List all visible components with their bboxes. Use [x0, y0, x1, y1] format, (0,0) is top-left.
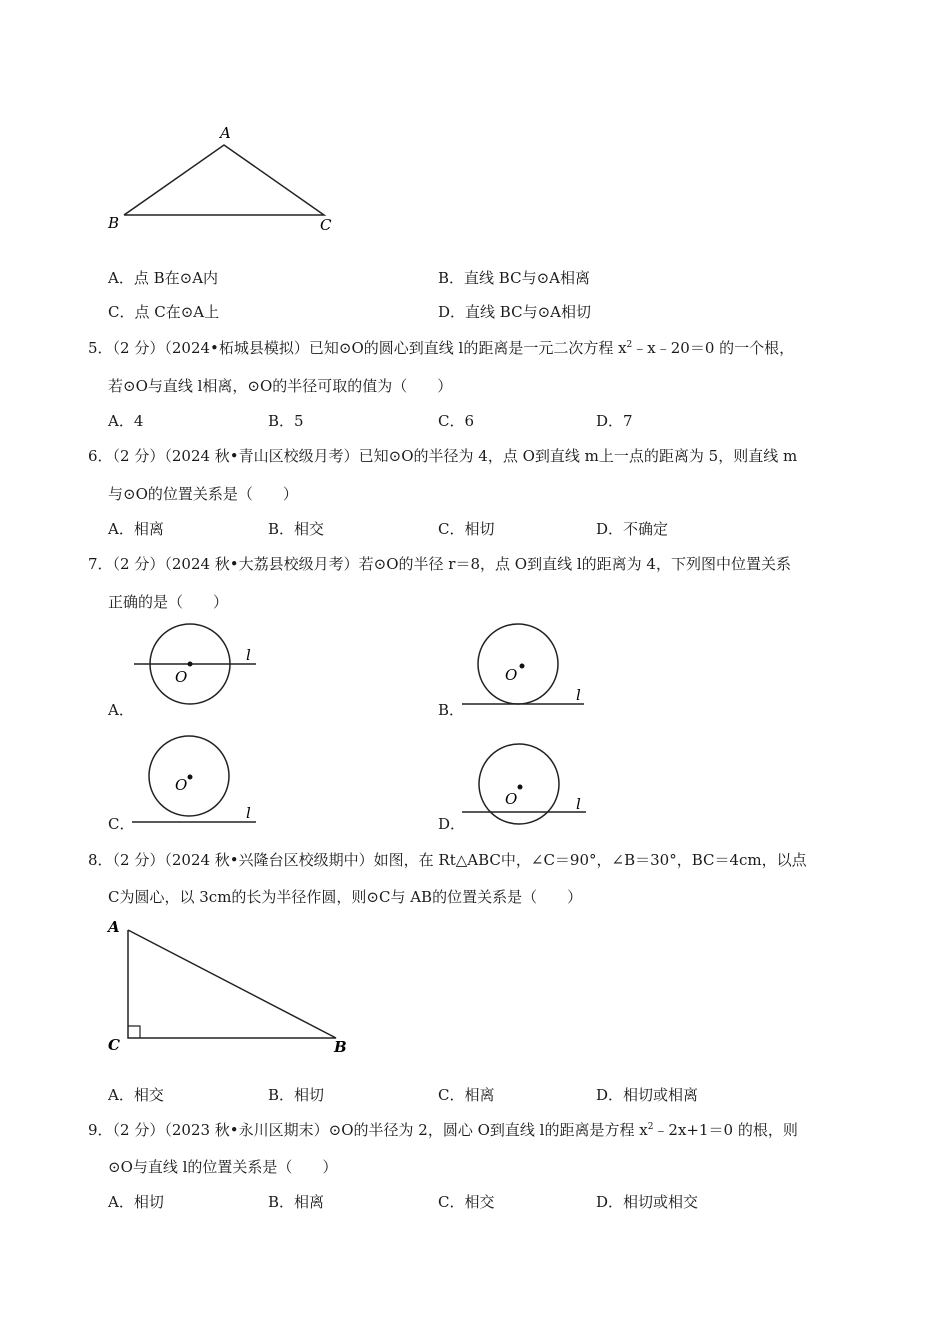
q4-option-d[interactable]: D．直线 BC与⊙A相切 [438, 303, 591, 321]
line-label-l: l [576, 795, 581, 813]
vertex-label-c: C [108, 1036, 120, 1054]
q7-option-c-letter[interactable]: C． [108, 815, 135, 833]
q6-option-d[interactable]: D．不确定 [596, 520, 669, 538]
center-label-o: O [505, 666, 518, 684]
triangle-abc-figure [100, 120, 350, 240]
q7-option-a-figure[interactable] [128, 620, 268, 710]
q4-option-b[interactable]: B．直线 BC与⊙A相离 [438, 269, 590, 287]
q9-option-b[interactable]: B．相离 [268, 1193, 325, 1211]
q9-option-d[interactable]: D．相切或相交 [596, 1193, 699, 1211]
q8-stem-line2: C为圆心，以 3cm的长为半径作圆，则⊙C与 AB的位置关系是（ ） [108, 888, 583, 906]
vertex-label-b: B [108, 214, 120, 232]
q6-option-b[interactable]: B．相交 [268, 520, 325, 538]
vertex-label-a: A [108, 918, 120, 936]
q5-stem-line1: 5．（2 分）（2024•柘城县模拟）已知⊙O的圆心到直线 l的距离是一元二次方程 $x^2﹣x﹣20=0$ 的一个根， [88, 339, 795, 357]
q9-option-a[interactable]: A．相切 [108, 1193, 164, 1211]
q5-option-c[interactable]: C．6 [438, 412, 475, 430]
q8-option-b[interactable]: B．相切 [268, 1086, 325, 1104]
q8-option-d[interactable]: D．相切或相离 [596, 1086, 699, 1104]
center-label-o: O [505, 790, 518, 808]
q7-option-a-letter[interactable]: A． [108, 701, 134, 719]
q9-stem-line2: ⊙O与直线 l的位置关系是（ ） [108, 1158, 338, 1176]
q8-option-c[interactable]: C．相离 [438, 1086, 495, 1104]
q6-option-c[interactable]: C．相切 [438, 520, 495, 538]
question-number: 7． [88, 555, 113, 573]
q7-option-c-figure[interactable] [128, 734, 268, 826]
q7-option-d-letter[interactable]: D． [438, 815, 466, 833]
q5-stem-line2: 若⊙O与直线 l相离，⊙O的半径可取的值为（ ） [108, 377, 453, 395]
line-label-l: l [576, 686, 581, 704]
q6-option-a[interactable]: A．相离 [108, 520, 164, 538]
q7-stem-line1: 7．（2 分）（2024 秋•大荔县校级月考）若⊙O的半径 r＝8，点 O到直线 l的距离为 4，下列图中位置关系 [88, 555, 791, 573]
q7-option-d-figure[interactable] [458, 734, 598, 826]
vertex-label-a: A [220, 124, 231, 142]
q8-option-a[interactable]: A．相交 [108, 1086, 164, 1104]
q9-stem-line1: 9．（2 分）（2023 秋•永川区期末）⊙O的半径为 2，圆心 O到直线 l的距离是方程 $x^2﹣2x+1=0$ 的根，则 [88, 1121, 798, 1139]
q4-option-a[interactable]: A．点 B在⊙A内 [108, 269, 219, 287]
q7-option-b-letter[interactable]: B． [438, 701, 465, 719]
question-number: 5． [88, 339, 113, 357]
vertex-label-b: B [334, 1038, 347, 1056]
q7-stem-line2: 正确的是（ ） [108, 593, 229, 611]
q9-option-c[interactable]: C．相交 [438, 1193, 495, 1211]
q7-option-b-figure[interactable] [458, 620, 598, 710]
q5-option-a[interactable]: A．4 [108, 412, 144, 430]
q6-stem-line1: 6．（2 分）（2024 秋•青山区校级月考）已知⊙O的半径为 4，点 O到直线 m上一点的距离为 5，则直线 m [88, 447, 798, 465]
q6-stem-line2: 与⊙O的位置关系是（ ） [108, 485, 298, 503]
right-triangle-figure [100, 912, 360, 1062]
line-label-l: l [246, 804, 251, 822]
q5-option-d[interactable]: D．7 [596, 412, 633, 430]
line-label-l: l [246, 646, 251, 664]
center-label-o: O [175, 668, 188, 686]
center-label-o: O [175, 776, 188, 794]
question-number: 8． [88, 851, 113, 869]
q8-stem-line1: 8．（2 分）（2024 秋•兴隆台区校级期中）如图，在 Rt△ABC中，∠C＝90°，∠B＝30°，BC＝4cm，以点 [88, 851, 807, 869]
question-number: 6． [88, 447, 113, 465]
vertex-label-c: C [320, 216, 332, 234]
question-number: 9． [88, 1121, 113, 1139]
q5-option-b[interactable]: B．5 [268, 412, 304, 430]
q4-option-c[interactable]: C．点 C在⊙A上 [108, 303, 220, 321]
